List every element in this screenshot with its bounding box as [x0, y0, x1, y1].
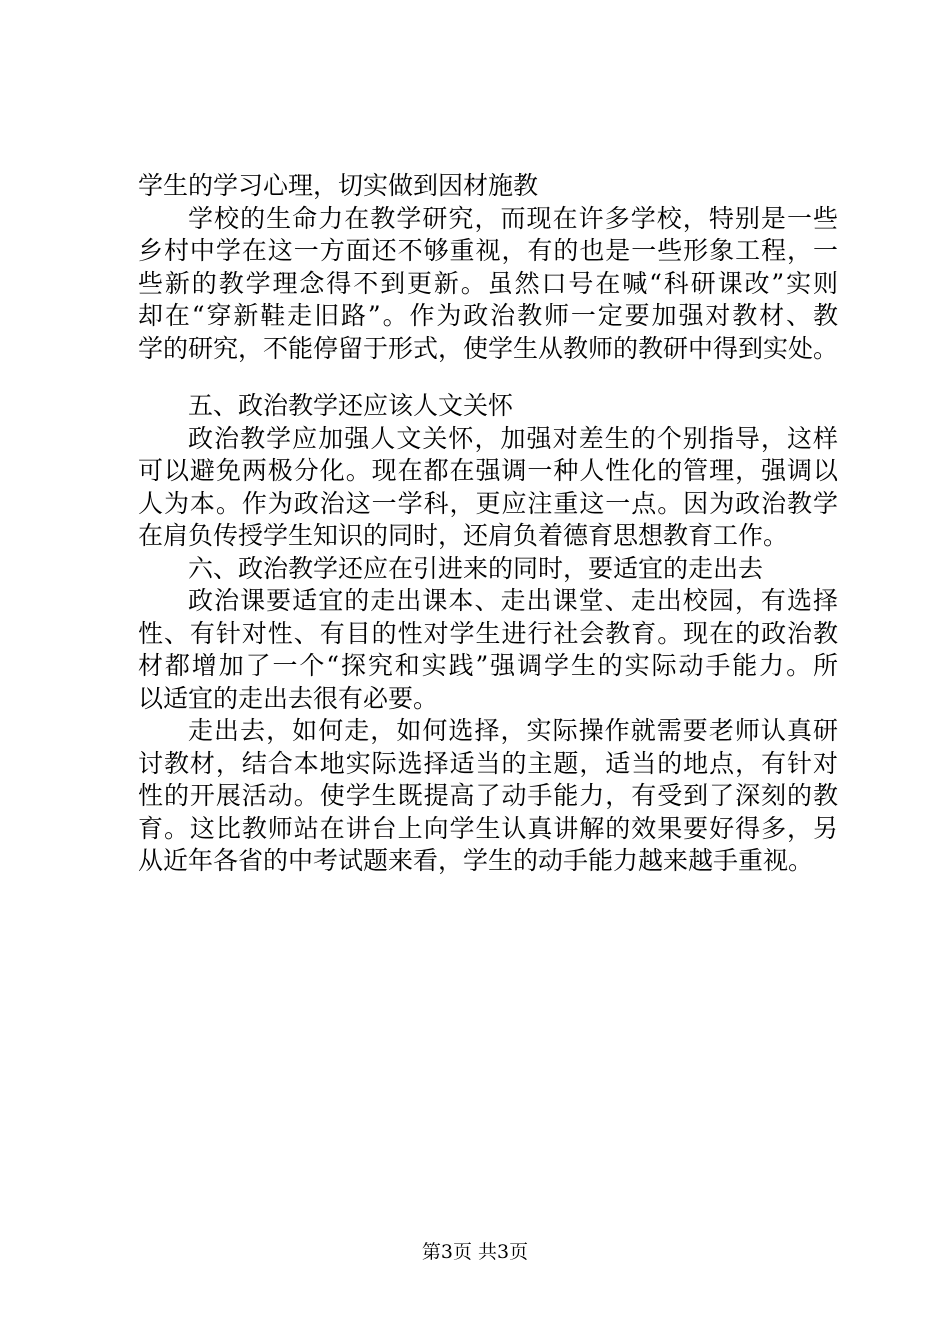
text-line: 育。这比教师站在讲台上向学生认真讲解的效果要好得多，另	[138, 813, 838, 843]
paragraph-p4	[138, 585, 838, 715]
text-line: 讨教材，结合本地实际选择适当的主题，适当的地点，有针对	[138, 748, 838, 778]
text-line: 走出去，如何走，如何选择，实际操作就需要老师认真研	[188, 716, 838, 745]
text-line: 政治课要适宜的走出课本、走出课堂、走出校园，有选择	[188, 586, 838, 615]
text-line: 在肩负传授学生知识的同时，还肩负着德育思想教育工作。	[138, 521, 789, 550]
text-line: 却在“穿新鞋走旧路”。作为政治教师一定要加强对教材、教	[138, 301, 838, 330]
text-line: 学生的学习心理，切实做到因材施教	[138, 171, 539, 200]
text-line: 以适宜的走出去很有必要。	[138, 683, 439, 713]
text-line: 从近年各省的中考试题来看，学生的动手能力越来越手重视。	[138, 846, 814, 875]
text-line: 材都增加了一个“探究和实践”强调学生的实际动手能力。所	[138, 651, 838, 680]
paragraph-p2	[138, 203, 838, 366]
text-line: 学的研究，不能停留于形式，使学生从教师的教研中得到实处。	[138, 333, 839, 363]
text-line: 可以避免两极分化。现在都在强调一种人性化的管理，强调以	[138, 456, 838, 485]
text-line: 六、政治教学还应在引进来的同时，要适宜的走出去	[188, 553, 764, 583]
text-line: 五、政治教学还应该人文关怀	[188, 391, 514, 420]
text-line: 些新的教学理念得不到更新。虽然口号在喊“科研课改”实则	[138, 268, 838, 298]
text-line: 政治教学应加强人文关怀，加强对差生的个别指导，这样	[188, 423, 838, 453]
paragraph-gap	[138, 365, 838, 390]
text-line: 学校的生命力在教学研究，而现在许多学校，特别是一些	[188, 203, 838, 233]
paragraph-p3	[138, 423, 838, 553]
text-line: 人为本。作为政治这一学科，更应注重这一点。因为政治教学	[138, 488, 838, 518]
page-footer: 第3页 共3页	[421, 1241, 529, 1263]
text-line: 乡村中学在这一方面还不够重视，有的也是一些形象工程，一	[138, 236, 838, 265]
text-line: 性的开展活动。使学生既提高了动手能力，有受到了深刻的教	[138, 781, 838, 810]
document-body	[138, 170, 838, 878]
text-line: 性、有针对性、有目的性对学生进行社会教育。现在的政治教	[138, 618, 838, 648]
section-heading-h5	[138, 390, 838, 423]
paragraph-p5	[138, 715, 838, 878]
paragraph-p1	[138, 170, 838, 203]
section-heading-h6	[138, 553, 838, 586]
